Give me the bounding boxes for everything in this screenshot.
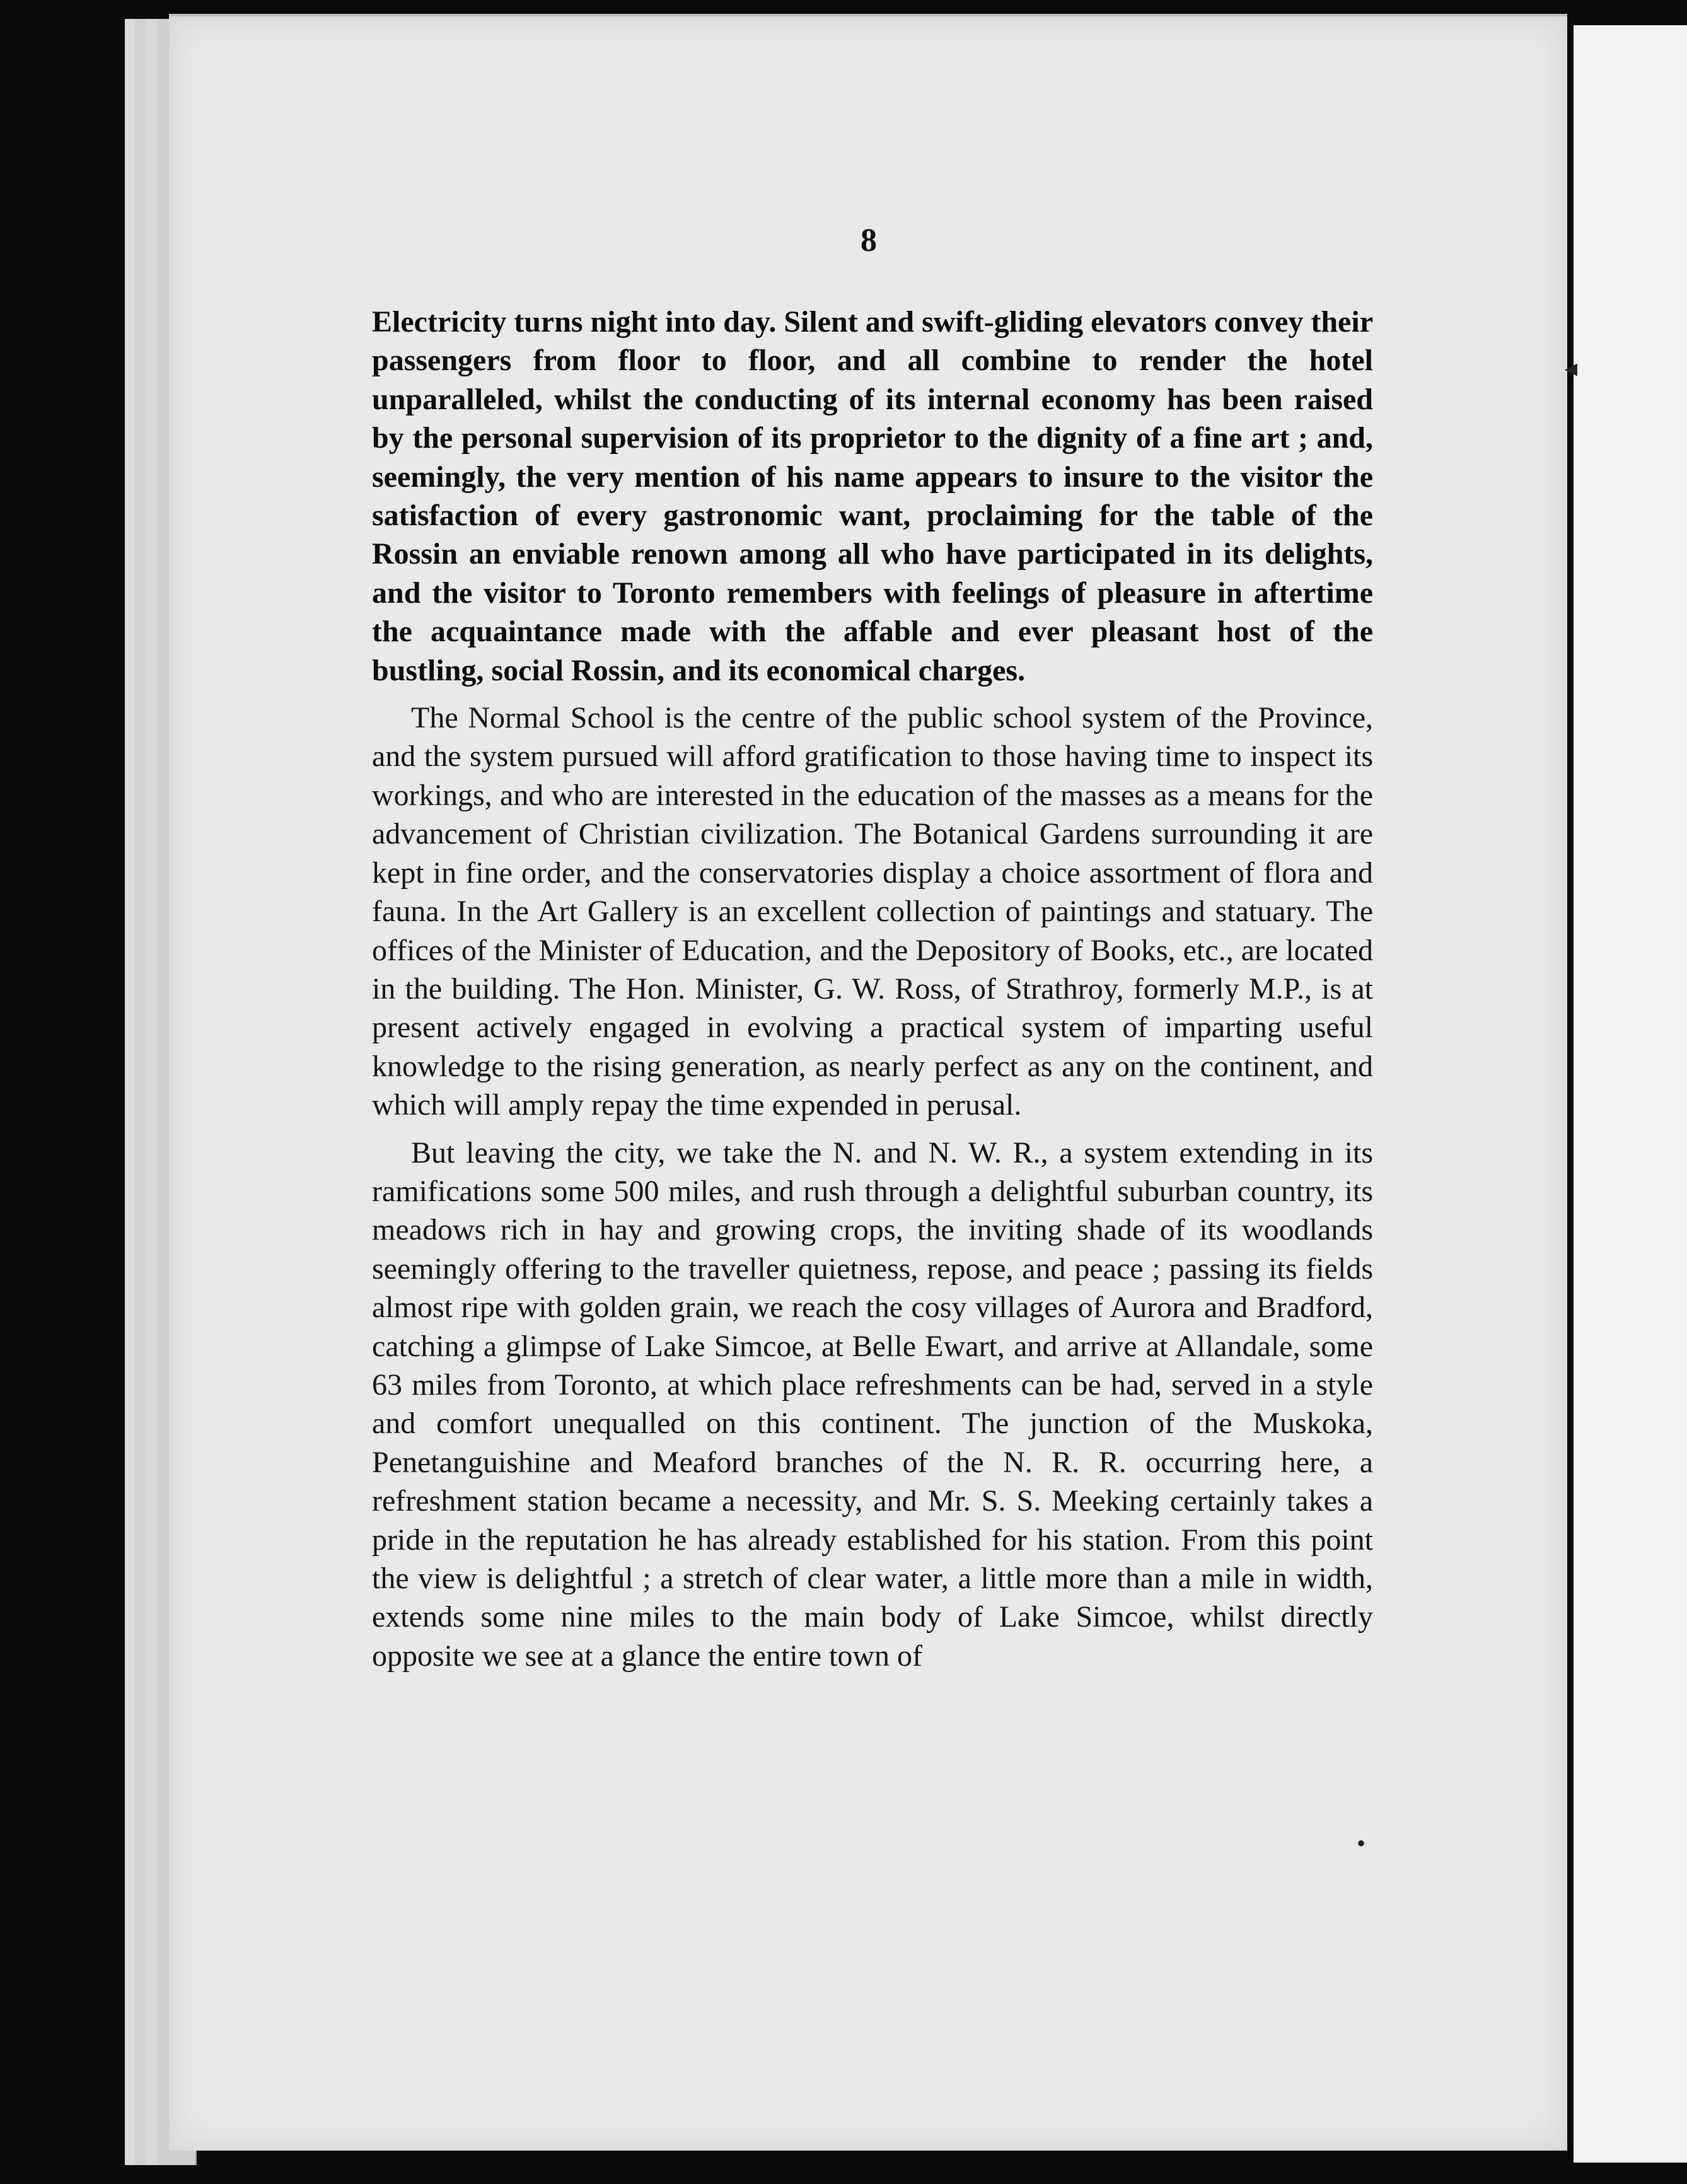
- paragraph: Electricity turns night into day. Silent and swift-gliding elevators convey their passengers from floor to floor, and all combine to render the hotel unparalleled, whilst the conducting of its internal economy has been raised by the personal supervision of its proprietor to the dignity of a fine art ; and, seemingly, the very mention of his name appears to insure to the visitor the satisfaction of every gastronomic want, proclaiming for the table of the Rossin an enviable renown among all who have participated in its delights, and the visitor to Toronto remembers with feelings of pleasure in aftertime the acquaintance made with the affable and ever pleasant host of the bustling, social Rossin, and its economical charges.: [372, 305, 1373, 687]
- page-number: 8: [861, 223, 877, 258]
- paragraph: But leaving the city, we take the N. and N. W. R., a system extending in its ramifications some 500 miles, and rush through a delightful suburban country, its meadows rich in hay and growing crops, the inviting shade of its woodlands seemingly offering to the traveller quietness, repose, and peace ; passing its fields almost ripe with golden grain, we reach the cosy villages of Aurora and Bradford, catching a glimpse of Lake Simcoe, at Belle Ewart, and arrive at Allandale, some 63 miles from Toronto, at which place refreshments can be had, served in a style and comfort unequalled on this continent. The junction of the Muskoka, Penetanguishine and Meaford branches of the N. R. R. occurring here, a refreshment station became a necessity, and Mr. S. S. Meeking certainly takes a pride in the reputation he has already established for his station. From this point the view is delightful ; a stretch of clear water, a little more than a mile in width, extends some nine miles to the main body of Lake Simcoe, whilst directly opposite we see at a glance the entire town of: [372, 1136, 1373, 1673]
- facing-page-edge: [1574, 25, 1687, 2163]
- body-text: [372, 303, 1373, 1675]
- scan-mark: ◂: [1565, 354, 1578, 382]
- paragraph: The Normal School is the centre of the public school system of the Province, and the system pursued will afford gratification to those having time to inspect its workings, and who are interested in the education of the masses as a means for the advancement of Christian civilization. The Botanical Gardens surrounding it are kept in fine order, and the conservatories display a choice assortment of flora and fauna. In the Art Gallery is an excellent collection of paintings and statuary. The offices of the Minister of Education, and the Depository of Books, etc., are located in the building. The Hon. Minister, G. W. Ross, of Strathroy, formerly M.P., is at present actively engaged in evolving a practical system of imparting useful knowledge to the rising generation, as nearly perfect as any on the continent, and which will amply repay the time expended in perusal.: [372, 701, 1373, 1122]
- scan-mark: •: [1357, 1829, 1366, 1857]
